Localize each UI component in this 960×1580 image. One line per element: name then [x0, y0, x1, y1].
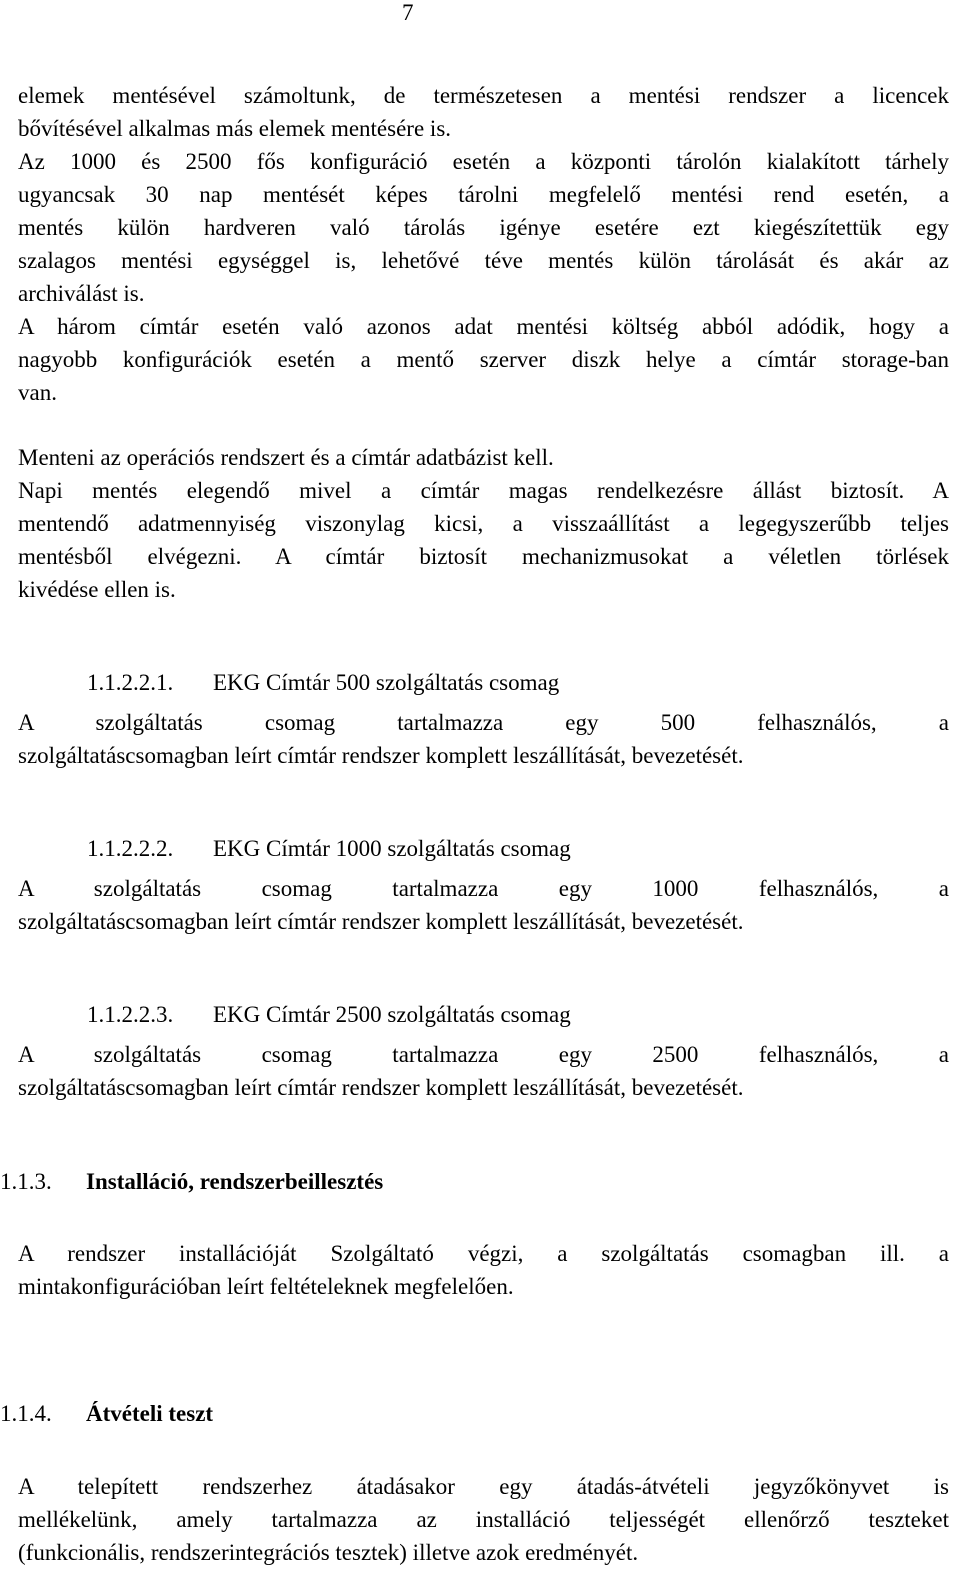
text-line: elemek mentésével számoltunk, de természetesen a mentési rendszer a licencek [18, 83, 949, 108]
text-line: mentésből elvégezni. A címtár biztosít mechanizmusokat a véletlen törlések [18, 544, 949, 569]
paragraph-package-1000 [18, 872, 949, 938]
page-number: 7 [402, 0, 414, 25]
section-title: EKG Címtár 2500 szolgáltatás csomag [213, 1002, 571, 1027]
text-line: mintakonfigurációban leírt feltételeknek megfelelően. [18, 1274, 514, 1299]
section-title: EKG Címtár 500 szolgáltatás csomag [213, 670, 560, 695]
paragraph-backup-licences [18, 79, 949, 145]
section-number: 1.1.4. [0, 1401, 52, 1426]
subsection-heading-2500 [87, 998, 571, 1031]
paragraph-backup-cost [18, 310, 949, 409]
section-heading-installation [0, 1165, 383, 1198]
text-line: bővítésével alkalmas más elemek mentésére is. [18, 116, 452, 141]
section-number: 1.1.2.2.3. [87, 1002, 174, 1027]
text-line: mentés külön hardveren való tárolás igénye esetére ezt kiegészítettük egy [18, 215, 949, 240]
text-line: Menteni az operációs rendszert és a címtár adatbázist kell. [18, 445, 554, 470]
text-line: (funkcionális, rendszerintegrációs tesztek) illetve azok eredményét. [18, 1540, 639, 1565]
section-number: 1.1.3. [0, 1169, 52, 1194]
text-line: szalagos mentési egységgel is, lehetővé téve mentés külön tárolását és akár az [18, 248, 949, 273]
paragraph-package-2500 [18, 1038, 949, 1104]
paragraph-package-500 [18, 706, 949, 772]
text-line: mentendő adatmennyiség viszonylag kicsi, a visszaállítást a legegyszerűbb teljes [18, 511, 949, 536]
section-number: 1.1.2.2.2. [87, 836, 174, 861]
text-line: A rendszer installációját Szolgáltató végzi, a szolgáltatás csomagban ill. a [18, 1241, 949, 1266]
section-heading-acceptance-test [0, 1397, 213, 1430]
paragraph-backup-scope [18, 441, 949, 474]
text-line: szolgáltatáscsomagban leírt címtár rendszer komplett leszállítását, bevezetését. [18, 909, 744, 934]
section-title: Installáció, rendszerbeillesztés [86, 1169, 384, 1194]
text-line: Napi mentés elegendő mivel a címtár magas rendelkezésre állást biztosít. A [18, 478, 949, 503]
text-line: Az 1000 és 2500 fős konfiguráció esetén a központi tárolón kialakított tárhely [18, 149, 949, 174]
text-line: A szolgáltatás csomag tartalmazza egy 500 felhasználós, a [18, 710, 949, 735]
text-line: A szolgáltatás csomag tartalmazza egy 1000 felhasználós, a [18, 876, 949, 901]
subsection-heading-500 [87, 666, 559, 699]
text-line: A telepített rendszerhez átadásakor egy átadás-átvételi jegyzőkönyvet is [18, 1474, 949, 1499]
text-line: van. [18, 380, 57, 405]
text-line: nagyobb konfigurációk esetén a mentő szerver diszk helye a címtár storage-ban [18, 347, 949, 372]
paragraph-daily-backup [18, 474, 949, 606]
text-line: mellékelünk, amely tartalmazza az installáció teljességét ellenőrző teszteket [18, 1507, 949, 1532]
text-line: kivédése ellen is. [18, 577, 176, 602]
paragraph-storage-configuration [18, 145, 949, 310]
section-title: EKG Címtár 1000 szolgáltatás csomag [213, 836, 571, 861]
text-line: szolgáltatáscsomagban leírt címtár rendszer komplett leszállítását, bevezetését. [18, 743, 744, 768]
section-number: 1.1.2.2.1. [87, 670, 174, 695]
text-line: A három címtár esetén való azonos adat mentési költség abból adódik, hogy a [18, 314, 949, 339]
text-line: szolgáltatáscsomagban leírt címtár rendszer komplett leszállítását, bevezetését. [18, 1075, 744, 1100]
text-line: ugyancsak 30 nap mentését képes tárolni megfelelő mentési rend esetén, a [18, 182, 949, 207]
paragraph-acceptance-test [18, 1470, 949, 1569]
text-line: A szolgáltatás csomag tartalmazza egy 2500 felhasználós, a [18, 1042, 949, 1067]
section-title: Átvételi teszt [86, 1401, 214, 1426]
subsection-heading-1000 [87, 832, 571, 865]
text-line: archiválást is. [18, 281, 145, 306]
paragraph-installation [18, 1237, 949, 1303]
